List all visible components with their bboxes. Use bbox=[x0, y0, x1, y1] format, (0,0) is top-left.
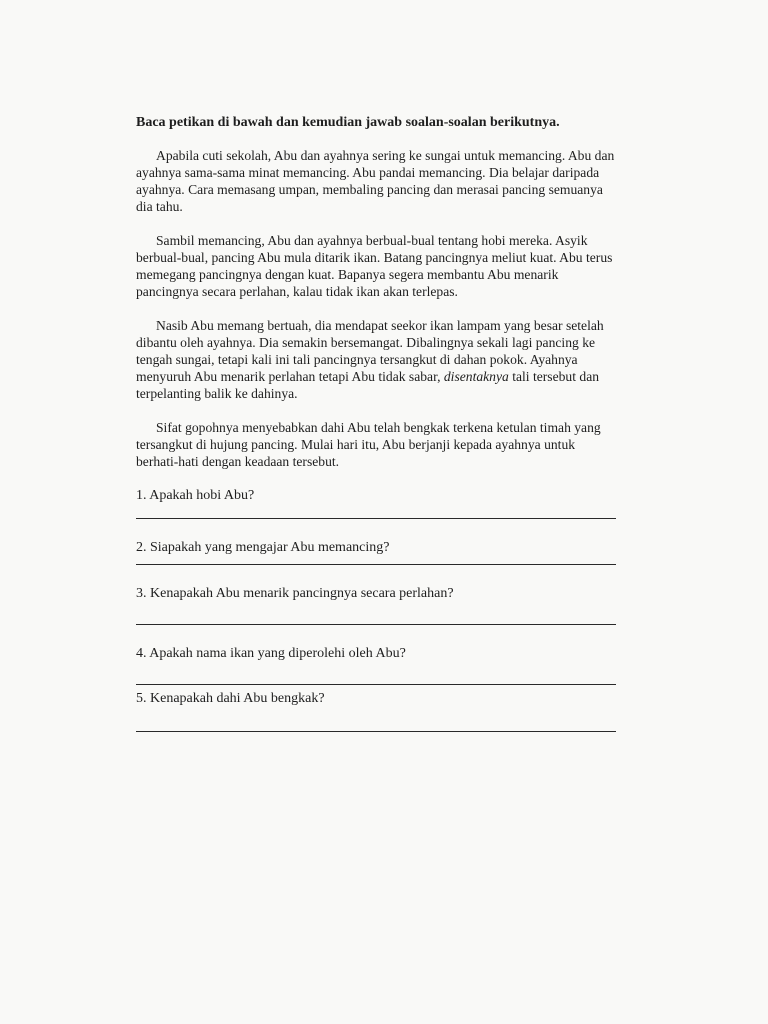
worksheet-content bbox=[136, 114, 620, 732]
question-2 bbox=[136, 539, 620, 565]
passage-paragraph-1: Apabila cuti sekolah, Abu dan ayahnya sering ke sungai untuk memancing. Abu dan ayahnya sama-sama minat memancing. Abu pandai memancing. Dia belajar daripada ayahnya. Cara memasang umpan, membaling pancing dan merasai pancing semuanya dia tahu. bbox=[136, 148, 615, 214]
question-3 bbox=[136, 585, 620, 625]
question-5 bbox=[136, 690, 620, 732]
question-4-answer-line[interactable] bbox=[136, 684, 616, 685]
question-5-text: 5. Kenapakah dahi Abu bengkak? bbox=[136, 691, 325, 706]
question-2-answer-line[interactable] bbox=[136, 564, 616, 565]
question-1-text: 1. Apakah hobi Abu? bbox=[136, 488, 255, 503]
paragraph-3-italic-word: disentaknya bbox=[443, 369, 509, 384]
passage-paragraph-2: Sambil memancing, Abu dan ayahnya berbual-bual tentang hobi mereka. Asyik berbual-bual, pancing Abu mula ditarik ikan. Batang pancingnya meliut kuat. Abu terus memegang pancingnya dengan kuat. Bapanya segera membantu Abu menarik pancingnya secara perlahan, kalau tidak ikan akan terlepas. bbox=[136, 233, 613, 299]
question-4-text: 4. Apakah nama ikan yang diperolehi oleh Abu? bbox=[136, 646, 406, 661]
question-2-text: 2. Siapakah yang mengajar Abu memancing? bbox=[136, 540, 390, 555]
instruction-text: Baca petikan di bawah dan kemudian jawab soalan-soalan berikutnya. bbox=[136, 115, 560, 130]
passage-paragraph-3 bbox=[136, 317, 620, 402]
passage-paragraph-4: Sifat gopohnya menyebabkan dahi Abu telah bengkak terkena ketulan timah yang tersangkut di hujung pancing. Mulai hari itu, Abu berjanji kepada ayahnya untuk berhati-hati dengan keadaan tersebut. bbox=[136, 420, 601, 469]
question-1-answer-line[interactable] bbox=[136, 518, 616, 519]
paragraph-3-text-before: Nasib Abu memang bertuah, dia mendapat seekor ikan lampam yang besar setelah dibantu oleh ayahnya. Dia semakin bersemangat. Dibalingnya sekali lagi pancing ke tengah sungai, tetapi kali ini tali pancingnya tersangkut di dahan pokok. Ayahnya menyuruh Abu menarik perlahan tetapi Abu tidak sabar, bbox=[136, 318, 604, 384]
question-3-answer-line[interactable] bbox=[136, 624, 616, 625]
question-3-text: 3. Kenapakah Abu menarik pancingnya secara perlahan? bbox=[136, 586, 454, 601]
question-4 bbox=[136, 645, 620, 685]
question-5-answer-line[interactable] bbox=[136, 731, 616, 732]
question-list bbox=[136, 487, 620, 732]
paragraph-3-text-after: tali tersebut dan terpelanting balik ke dahinya. bbox=[136, 369, 600, 401]
question-1 bbox=[136, 487, 620, 519]
